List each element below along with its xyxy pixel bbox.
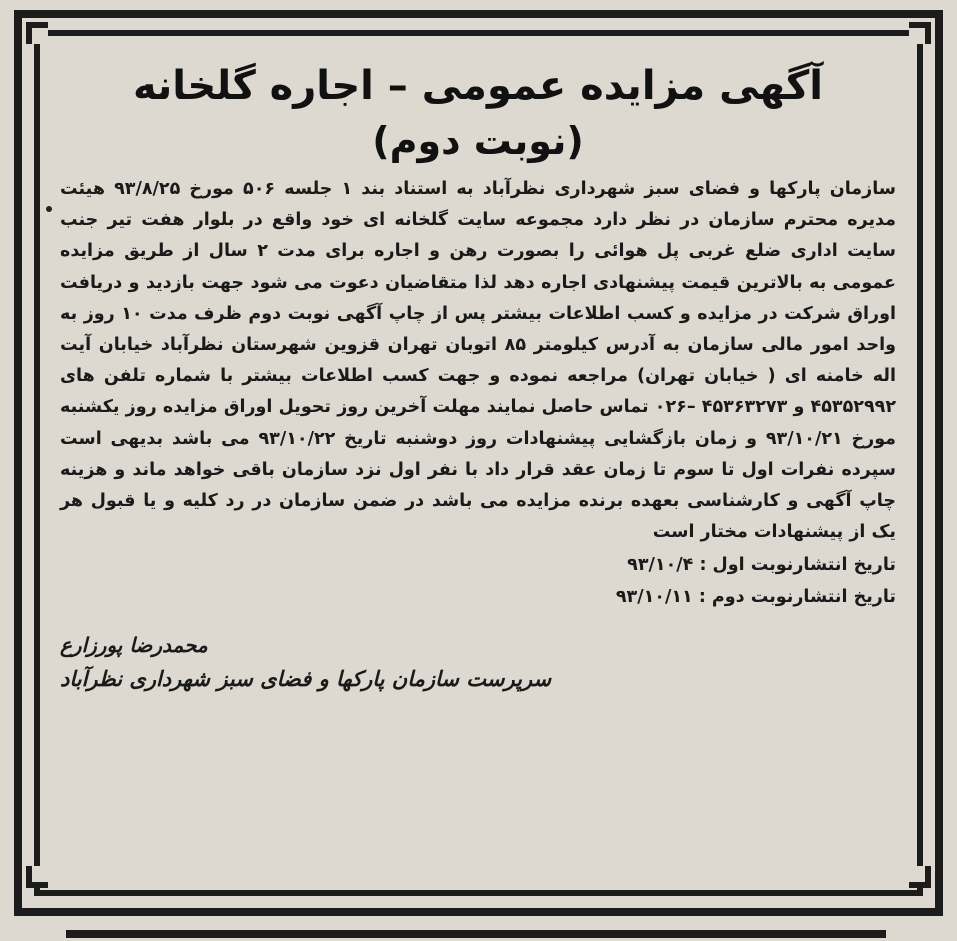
- notice-content: [60, 48, 896, 888]
- notice-title: آگهی مزایده عمومی – اجاره گلخانه: [133, 63, 823, 109]
- signer-name: محمدرضا پورزارع: [60, 633, 208, 658]
- border-corner-ornament: [26, 866, 48, 888]
- ink-dot: [46, 206, 52, 212]
- border-corner-ornament: [909, 22, 931, 44]
- notice-subtitle: (نوبت دوم): [372, 119, 584, 163]
- first-publication-date: تاریخ انتشارنوبت اول : ۹۳/۱۰/۴: [627, 555, 896, 576]
- border-corner-ornament: [26, 22, 48, 44]
- second-publication-date: تاریخ انتشارنوبت دوم : ۹۳/۱۰/۱۱: [615, 587, 896, 608]
- bottom-rule: [66, 930, 886, 938]
- border-corner-ornament: [909, 866, 931, 888]
- notice-body: سازمان پارکها و فضای سبز شهرداری نظرآباد به استناد بند ۱ جلسه ۵۰۶ مورخ ۹۳/۸/۲۵ هیئت مدیره محترم سازمان در نظر دارد مجموعه سایت گلخانه ای خود واقع در بلوار هفت تیر جنب سایت اداری ضلع غربی پل هوائی را بصورت رهن و اجاره برای مدت ۲ سال از طریق مزایده عمومی به بالاترین قیمت پیشنهادی اجاره دهد لذا متقاضیان دعوت می شود جهت بازدید و دریافت اوراق شرکت در مزایده و کسب اطلاعات بیشتر پس از چاپ آگهی نوبت دوم ظرف مدت ۱۰ روز به واحد امور مالی سازمان به آدرس کیلومتر ۸۵ اتوبان تهران قزوین شهرستان نظرآباد خیابان آیت اله خامنه ای ( خیابان تهران) مراجعه نموده و جهت کسب اطلاعات بیشتر با شماره تلفن های ۴۵۳۵۲۹۹۲ و ۴۵۳۶۳۲۷۳ –۰۲۶ تماس حاصل نمایند مهلت آخرین روز تحویل اوراق مزایده روز یکشنبه مورخ ۹۳/۱۰/۲۱ و زمان بازگشایی پیشنهادات روز دوشنبه تاریخ ۹۳/۱۰/۲۲ می باشد بدیهی است سپرده نفرات اول تا سوم تا زمان عقد قرار داد با نفر اول نزد سازمان باقی خواهد ماند و هزینه چاپ آگهی و کارشناسی بعهده برنده مزایده می باشد در ضمن سازمان در رد کلیه و یا قبول هر یک از پیشنهادات مختار است: [60, 179, 896, 543]
- signature-block: [60, 628, 896, 696]
- signer-title: سرپرست سازمان پارکها و فضای سبز شهرداری نظرآباد: [60, 667, 552, 692]
